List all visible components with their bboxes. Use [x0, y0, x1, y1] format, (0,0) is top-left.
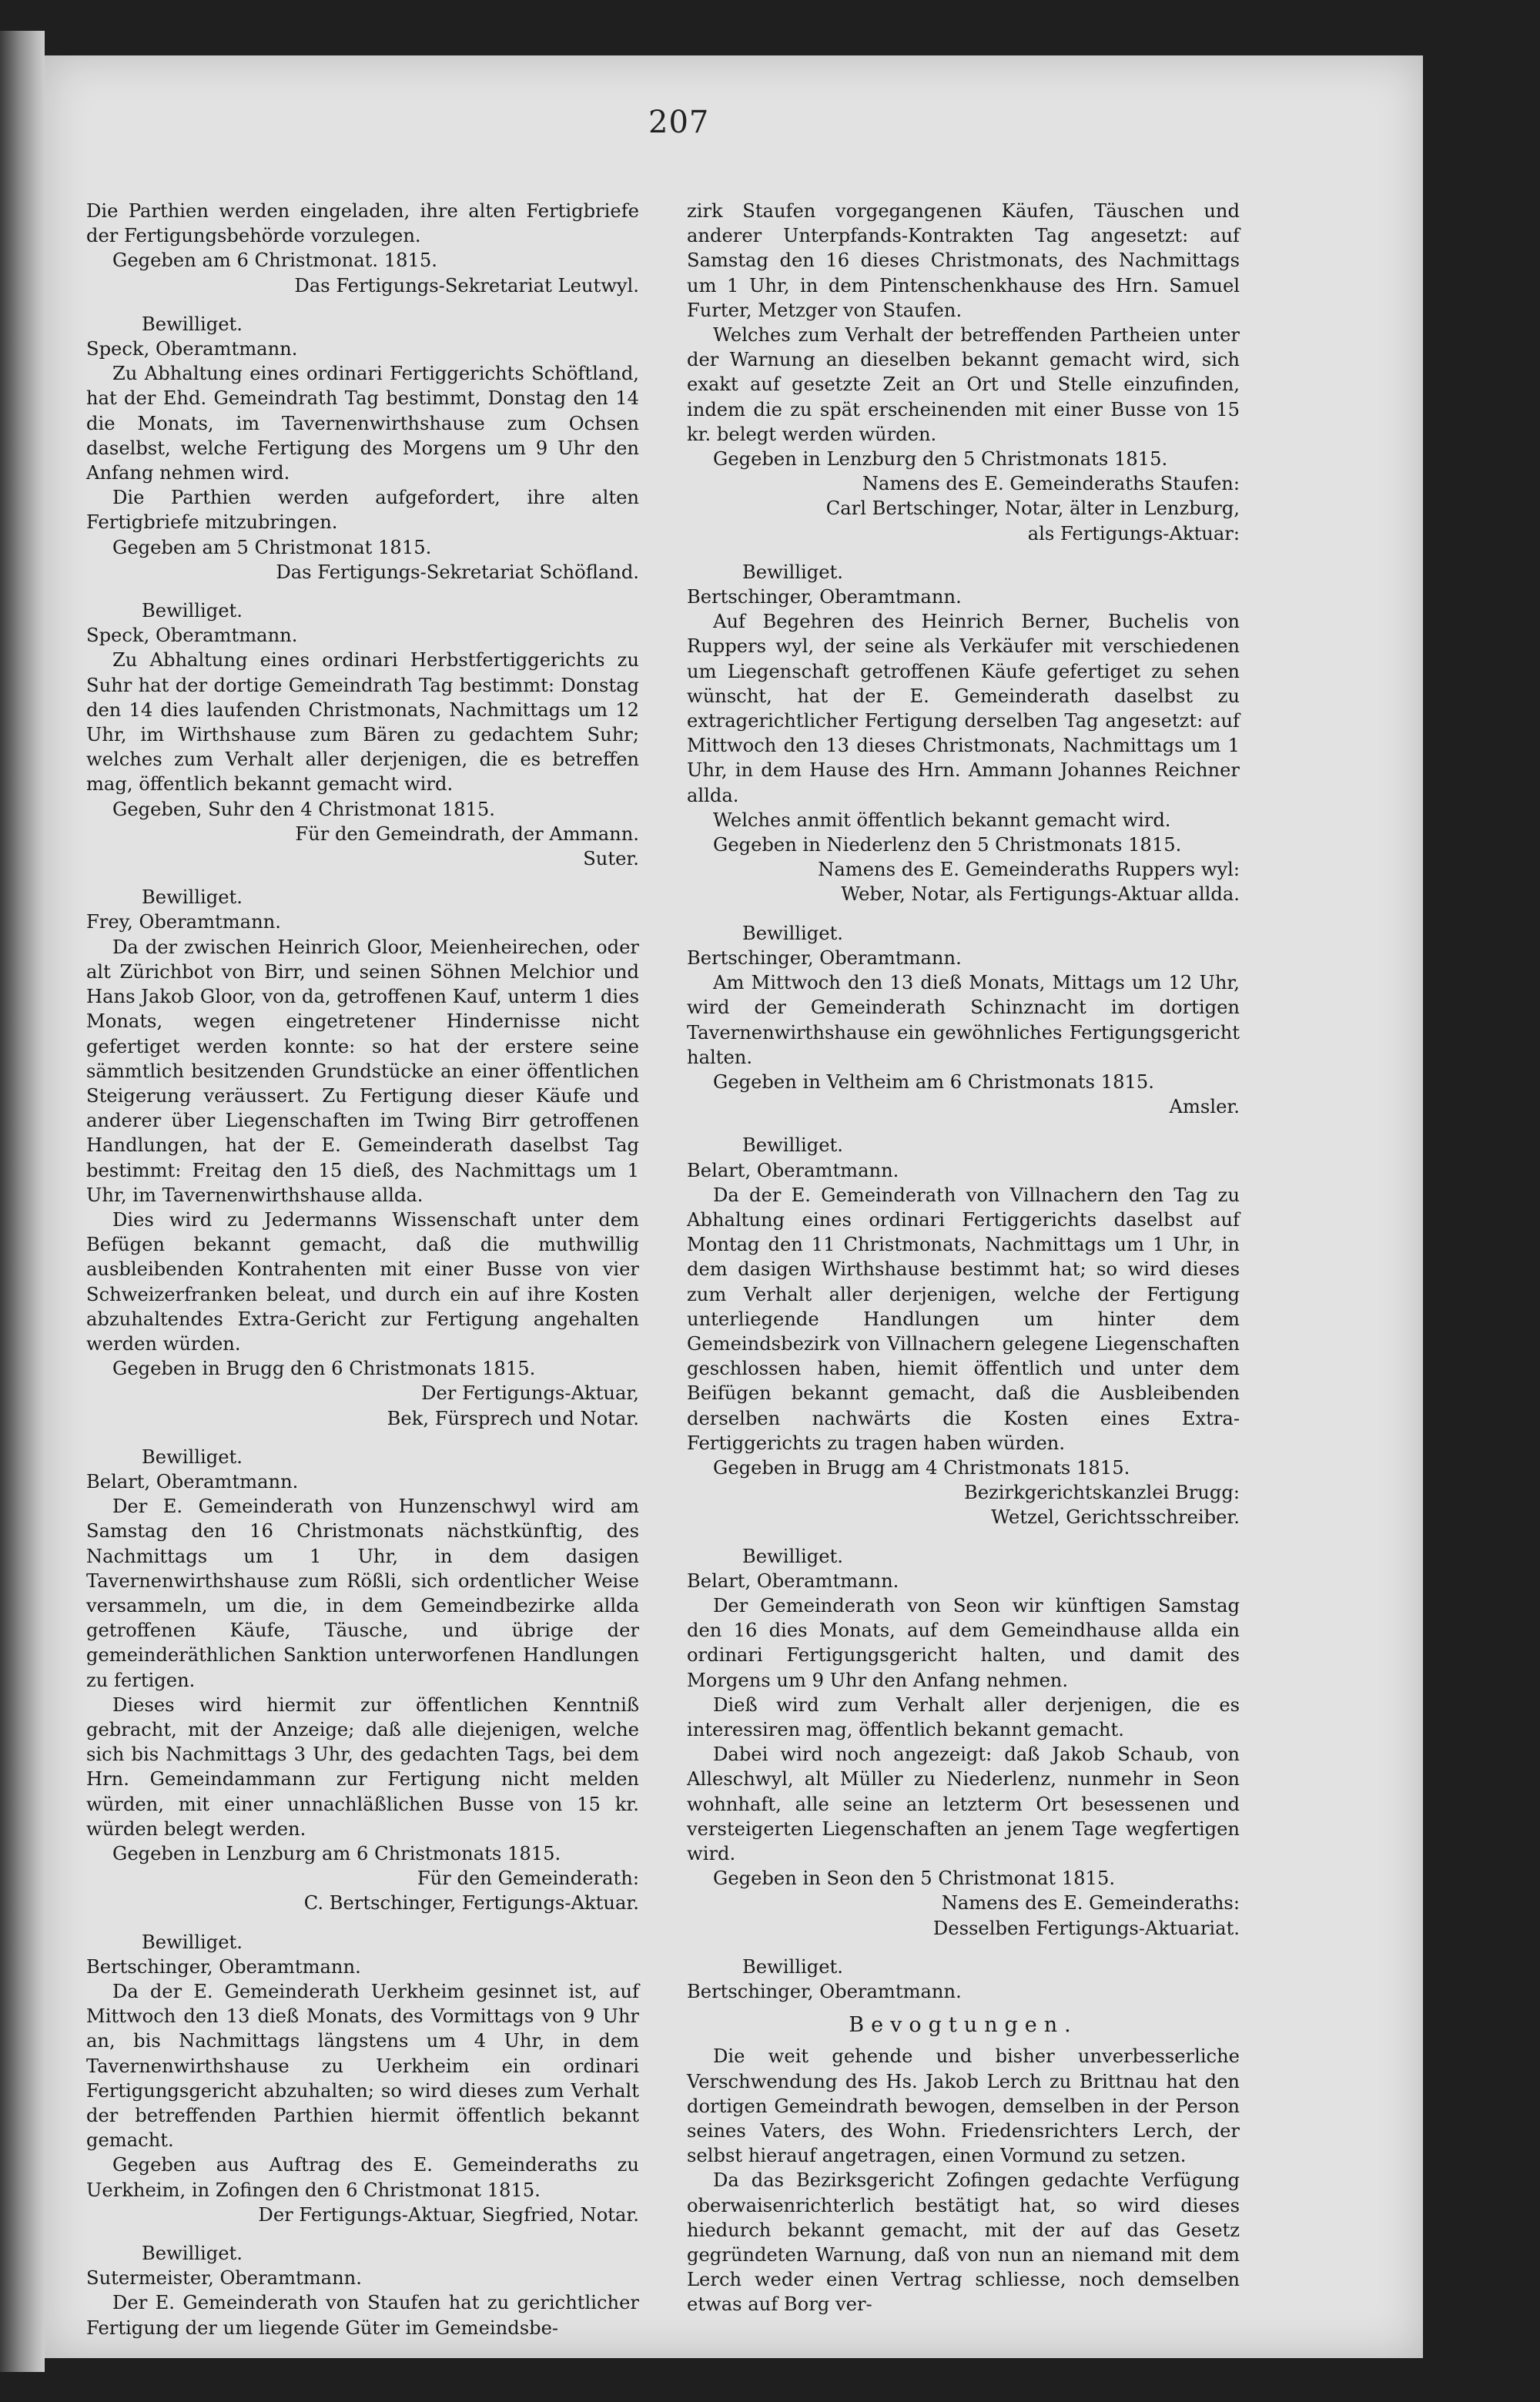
right-paragraph-20: Da der E. Gemeinderath von Villnachern den Tag zu Abhaltung eines ordinari Fertiggerichts daselbst auf Montag den 11 Christmonats, Nachmittags um 1 Uhr, in dem dasigen Wirthshause bestimmt hat; so wird dieses zum Verhalt aller derjenigen, welche der Fertigung unterliegende Handlungen um hinter dem Gemeindsbezirk von Villnachern gelegene Liegenschaften geschlossen haben, hiemit öffentlich und unter dem Beifügen bekannt gemacht, daß die Ausbleibenden derselben nachwärts die Kosten eines Extra-Fertiggerichts zu tragen haben würden.: [687, 1184, 1240, 1454]
left-paragraph-8: Das Fertigungs-Sekretariat Schöfland.: [276, 561, 639, 583]
left-paragraph-26: Gegeben in Lenzburg am 6 Christmonats 1815.: [112, 1843, 561, 1864]
left-paragraph-0: Die Parthien werden eingeladen, ihre alten Fertigbriefe der Fertigungsbehörde vorzulegen.: [86, 200, 639, 247]
right-paragraph-6: Bewilliget.: [742, 561, 843, 583]
left-paragraph-24: Der E. Gemeinderath von Hunzenschwyl wird am Samstag den 16 Christmonats nächstkünftig, des Nachmittags um 1 Uhr, in dem dasigen Tavernenwirthshause zum Rößli, sich ordentlicher Weise versammeln, um die, in dem Gemeindbezirke allda getroffenen Käufe, Täusche, und übrige der gemeinderäthlichen Sanktion unterworfenen Handlungen zu fertigen.: [86, 1496, 639, 1691]
right-paragraph-30: Namens des E. Gemeinderaths:: [941, 1892, 1240, 1915]
left-paragraph-10: Speck, Oberamtmann.: [86, 625, 298, 647]
right-paragraph-25: Belart, Oberamtmann.: [687, 1570, 899, 1592]
right-paragraph-2: Gegeben in Lenzburg den 5 Christmonats 1815.: [713, 448, 1168, 471]
right-paragraph-8: Auf Begehren des Heinrich Berner, Buchelis von Ruppers wyl, der seine als Verkäufer mit verschiedenen um Liegenschaft getroffenen Käufe gefertiget zu sehen wünscht, hat der E. Gemeinderath daselbst zu extragerichtlicher Fertigung derselben Tag angesetzt: auf Mittwoch den 13 dieses Christmonats, Nachmittags um 1 Uhr, in dem Hause des Hrn. Ammann Johannes Reichner allda.: [687, 611, 1240, 806]
right-paragraph-0: zirk Staufen vorgegangenen Käufen, Täuschen und anderer Unterpfands-Kontrakten Tag angesetzt: auf Samstag den 16 dieses Christmonats, des Nachmittags um 1 Uhr, in dem Pintenschenkhause des Hrn. Samuel Furter, Metzger von Staufen.: [687, 200, 1240, 321]
right-paragraph-7: Bertschinger, Oberamtmann.: [687, 586, 962, 608]
right-paragraph-32: Bewilliget.: [742, 1955, 843, 1978]
right-paragraph-35: Die weit gehende und bisher unverbesserliche Verschwendung des Hs. Jakob Lerch zu Brittnau hat den dortigen Gemeindrath bewogen, demselben in der Person seines Vaters, des Wohn. Friedensrichters Lerch, der selbst hierauf angetragen, einen Vormund zu setzen.: [687, 2045, 1240, 2167]
left-paragraph-9: Bewilliget.: [142, 600, 243, 622]
left-paragraph-34: Bewilliget.: [142, 2243, 243, 2265]
left-paragraph-36: Der E. Gemeinderath von Staufen hat zu gerichtlicher Fertigung der um liegende Güter im Gemeindsbe-: [86, 2292, 639, 2339]
left-paragraph-21: Bek, Fürsprech und Notar.: [387, 1407, 639, 1429]
right-paragraph-17: Amsler.: [1169, 1096, 1240, 1118]
right-paragraph-1: Welches zum Verhalt der betreffenden Partheien unter der Warnung an dieselben bekannt gemacht wird, sich exakt auf gesetzte Zeit an Ort und Stelle einzufinden, indem die zu spät erscheinenden mit einer Busse von 15 kr. belegt werden würden.: [687, 324, 1240, 445]
left-column: [86, 199, 639, 2340]
right-paragraph-13: Bewilliget.: [742, 922, 843, 944]
left-paragraph-35: Sutermeister, Oberamtmann.: [86, 2267, 362, 2290]
right-paragraph-15: Am Mittwoch den 13 dieß Monats, Mittags um 12 Uhr, wird der Gemeinderath Schinznacht im dortigen Tavernenwirthshause ein gewöhnliches Fertigungsgericht halten.: [687, 972, 1240, 1068]
left-paragraph-6: Die Parthien werden aufgefordert, ihre alten Fertigbriefe mitzubringen.: [86, 487, 639, 534]
left-paragraph-25: Dieses wird hiermit zur öffentlichen Kenntniß gebracht, mit der Anzeige; daß alle diejenigen, welche sich bis Nachmittags 3 Uhr, des gedachten Tags, bei dem Hrn. Gemeindammann zur Fertigung nicht melden würden, mit einer unnachläßlichen Busse von 15 kr. würden belegt werden.: [86, 1693, 639, 1840]
right-paragraph-3: Namens des E. Gemeinderaths Staufen:: [862, 473, 1240, 495]
left-paragraph-30: Bertschinger, Oberamtmann.: [86, 1955, 361, 1978]
left-paragraph-15: Bewilliget.: [142, 886, 243, 909]
right-paragraph-18: Bewilliget.: [742, 1134, 843, 1157]
right-paragraph-33: Bertschinger, Oberamtmann.: [687, 1981, 962, 2003]
right-paragraph-19: Belart, Oberamtmann.: [687, 1159, 899, 1181]
right-paragraph-14: Bertschinger, Oberamtmann.: [687, 946, 962, 969]
left-paragraph-29: Bewilliget.: [142, 1931, 243, 1953]
right-paragraph-10: Gegeben in Niederlenz den 5 Christmonats 1815.: [713, 834, 1182, 856]
left-paragraph-31: Da der E. Gemeinderath Uerkheim gesinnet ist, auf Mittwoch den 13 dieß Monats, des Vormittags von 9 Uhr an, bis Nachmittags längstens um 4 Uhr, in dem Tavernenwirthshause zu Uerkheim ein ordinari Fertigungsgericht abzuhalten; so wird dieses zum Verhalt der betreffenden Parthien hiermit öffentlich bekannt gemacht.: [86, 1981, 639, 2152]
left-paragraph-13: Für den Gemeindrath, der Ammann.: [295, 822, 639, 845]
right-paragraph-4: Carl Bertschinger, Notar, älter in Lenzburg,: [825, 497, 1240, 520]
right-paragraph-11: Namens des E. Gemeinderaths Ruppers wyl:: [818, 859, 1240, 881]
right-paragraph-16: Gegeben in Veltheim am 6 Christmonats 1815.: [713, 1070, 1154, 1093]
left-paragraph-16: Frey, Oberamtmann.: [86, 911, 281, 933]
right-paragraph-31: Desselben Fertigungs-Aktuariat.: [932, 1917, 1240, 1939]
left-paragraph-11: Zu Abhaltung eines ordinari Herbstfertiggerichts zu Suhr hat der dortige Gemeindrath Tag bestimmt: Donstag den 14 dies laufenden Christmonats, Nachmittags um 12 Uhr, im Wirthshause zum Bären zu gedachtem Suhr; welches zum Verhalt aller derjenigen, die es betreffen mag, öffentlich bekannt gemacht wird.: [86, 649, 639, 796]
right-paragraph-36: Da das Bezirksgericht Zofingen gedachte Verfügung oberwaisenrichterlich bestätigt hat, so wird dieses hiedurch bekannt gemacht, mit der auf das Gesetz gegründeten Warnung, daß von nun an niemand mit dem Lerch weder einen Vertrag schliesse, noch demselben etwas auf Borg ver-: [687, 2169, 1240, 2316]
right-paragraph-23: Wetzel, Gerichtsschreiber.: [991, 1506, 1240, 1529]
left-paragraph-14: Suter.: [583, 848, 639, 870]
left-paragraph-18: Dies wird zu Jedermanns Wissenschaft unter dem Befügen bekannt gemacht, daß die muthwillig ausbleibenden Kontrahenten mit einer Busse von vier Schweizerfranken beleat, und durch ein auf ihre Kosten abzuhaltendes Extra-Gericht zur Fertigung angehalten werden würden.: [86, 1208, 639, 1355]
right-paragraph-5: als Fertigungs-Aktuar:: [1027, 522, 1240, 544]
right-column: [687, 199, 1240, 2317]
right-paragraph-28: Dabei wird noch angezeigt: daß Jakob Schaub, von Alleschwyl, alt Müller zu Niederlenz, nunmehr in Seon wohnhaft, alle seine an letzterm Ort besessenen und versteigerten Liegenschaften an jenem Tage wegfertigen wird.: [687, 1744, 1240, 1864]
right-paragraph-29: Gegeben in Seon den 5 Christmonat 1815.: [713, 1868, 1116, 1890]
left-paragraph-23: Belart, Oberamtmann.: [86, 1470, 299, 1492]
left-paragraph-2: Das Fertigungs-Sekretariat Leutwyl.: [294, 274, 639, 296]
right-paragraph-12: Weber, Notar, als Fertigungs-Aktuar allda.: [841, 883, 1240, 906]
right-paragraph-9: Welches anmit öffentlich bekannt gemacht wird.: [713, 809, 1171, 831]
left-paragraph-19: Gegeben in Brugg den 6 Christmonats 1815.: [112, 1358, 536, 1380]
left-paragraph-12: Gegeben, Suhr den 4 Christmonat 1815.: [112, 798, 495, 820]
right-paragraph-27: Dieß wird zum Verhalt aller derjenigen, die es interessiren mag, öffentlich bekannt gemacht.: [687, 1693, 1240, 1740]
left-paragraph-3: Bewilliget.: [142, 313, 243, 335]
left-paragraph-7: Gegeben am 5 Christmonat 1815.: [112, 536, 432, 558]
page-number: 207: [648, 105, 710, 140]
left-paragraph-33: Der Fertigungs-Aktuar, Siegfried, Notar.: [258, 2203, 639, 2226]
right-paragraph-34: Bevogtungen.: [849, 2013, 1078, 2038]
left-paragraph-28: C. Bertschinger, Fertigungs-Aktuar.: [303, 1892, 639, 1915]
left-paragraph-5: Zu Abhaltung eines ordinari Fertiggerichts Schöftland, hat der Ehd. Gemeindrath Tag bestimmt, Donstag den 14 die Monats, im Tavernenwirthshause zum Ochsen daselbst, welche Fertigung des Morgens um 9 Uhr den Anfang nehmen wird.: [86, 363, 639, 484]
left-paragraph-20: Der Fertigungs-Aktuar,: [421, 1382, 639, 1405]
left-paragraph-32: Gegeben aus Auftrag des E. Gemeinderaths zu Uerkheim, in Zofingen den 6 Christmonat 1815.: [86, 2154, 639, 2201]
adjacent-page-edge: [0, 31, 45, 2372]
left-paragraph-22: Bewilliget.: [142, 1446, 243, 1468]
left-paragraph-27: Für den Gemeinderath:: [417, 1868, 639, 1890]
left-paragraph-4: Speck, Oberamtmann.: [86, 338, 298, 360]
left-paragraph-1: Gegeben am 6 Christmonat. 1815.: [112, 250, 437, 272]
right-paragraph-24: Bewilliget.: [742, 1545, 843, 1567]
left-paragraph-17: Da der zwischen Heinrich Gloor, Meienheirechen, oder alt Zürichbot von Birr, und seinen Söhnen Melchior und Hans Jakob Gloor, von da, getroffenen Kauf, unterm 1 dies Monats, wegen eingetretener Hindernisse nicht gefertiget werden konnte: so hat der erstere seine sämmtlich besitzenden Grundstücke an einer öffentlichen Steigerung veräussert. Zu Fertigung dieser Käufe und anderer über Liegenschaften im Twing Birr getroffenen Handlungen, hat der E. Gemeinderath daselbst Tag bestimmt: Freitag den 15 dieß, des Nachmittags um 1 Uhr, im Tavernenwirthshause allda.: [86, 936, 639, 1206]
right-paragraph-22: Bezirkgerichtskanzlei Brugg:: [963, 1482, 1240, 1504]
right-paragraph-21: Gegeben in Brugg am 4 Christmonats 1815.: [713, 1456, 1130, 1479]
right-paragraph-26: Der Gemeinderath von Seon wir künftigen Samstag den 16 dies Monats, auf dem Gemeindhause allda ein ordinari Fertigungsgericht halten, und damit des Morgens um 9 Uhr den Anfang nehmen.: [687, 1594, 1240, 1691]
